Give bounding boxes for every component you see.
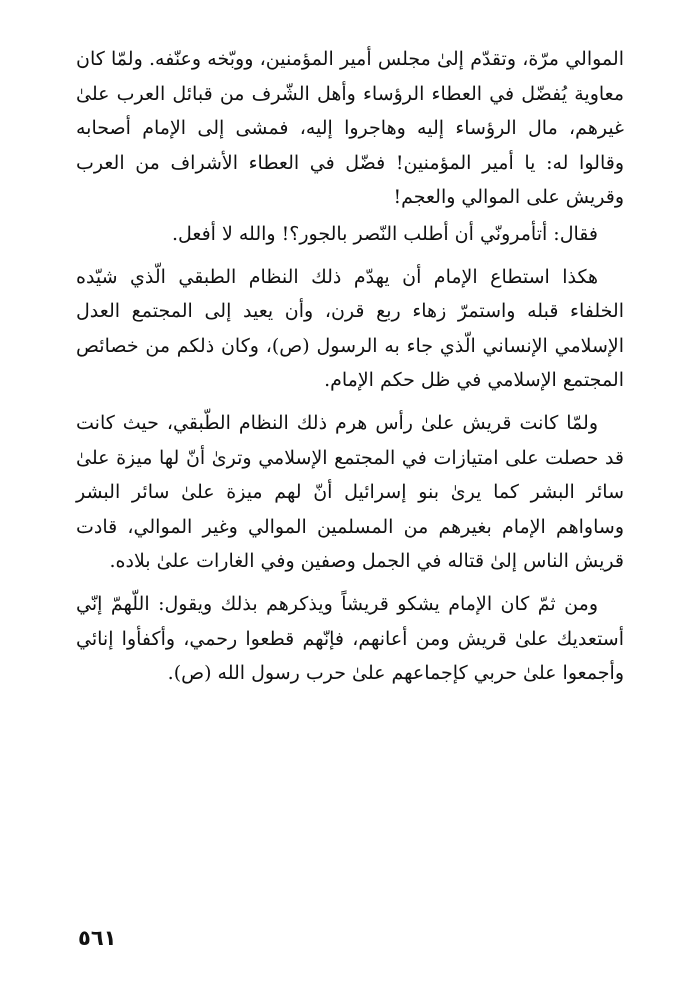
paragraph-1: الموالي مرّة، وتقدّم إلىٰ مجلس أمير المؤمنين، ووبّخه وعنّفه. ولمّا كان معاوية يُفضّل في العطاء الرؤساء وأهل الشّرف من قبائل العرب علىٰ غيرهم، مال الرؤساء إليه وهاجروا إليه، فمشى إلى الإمام أصحابه وقالوا له: يا أمير المؤمنين! فضّل في العطاء الأشراف من العرب وقريش على الموالي والعجم! [76,48,624,209]
paragraph-2: فقال: أتأمرونّي أن أطلب النّصر بالجور؟! والله لا أفعل. [171,222,598,245]
paragraph-3: هكذا استطاع الإمام أن يهدّم ذلك النظام الطبقي الّذي شيّده الخلفاء قبله واستمرّ زهاء ربع قرن، وأن يعيد إلى المجتمع العدل الإسلامي الإنساني الّذي جاء به الرسول (ص)، وكان ذلكم من خصائص المجتمع الإسلامي في ظل حكم الإمام. [76,265,624,392]
paragraph-4: ولمّا كانت قريش علىٰ رأس هرم ذلك النظام الطّبقي، حيث كانت قد حصلت على امتيازات في المجتمع الإسلامي وترىٰ أنّ لها ميزة علىٰ سائر البشر كما يرىٰ بنو إسرائيل أنّ لهم ميزة علىٰ سائر البشر وساواهم الإمام بغيرهم من المسلمين الموالي وغير الموالي، قادت قريش الناس إلىٰ قتاله في الجمل وصفين وفي الغارات علىٰ بلاده. [76,411,624,573]
page-body [76,42,624,691]
page-number: ٥٦١ [78,926,117,950]
paragraph-5: ومن ثمّ كان الإمام يشكو قريشاً ويذكرهم بذلك ويقول: اللّهمّ إنّي أستعديك علىٰ قريش ومن أعانهم، فإنّهم قطعوا رحمي، وأكفأوا إنائي وأجمعوا علىٰ حربي كإجماعهم علىٰ حرب رسول الله (ص). [76,592,624,685]
